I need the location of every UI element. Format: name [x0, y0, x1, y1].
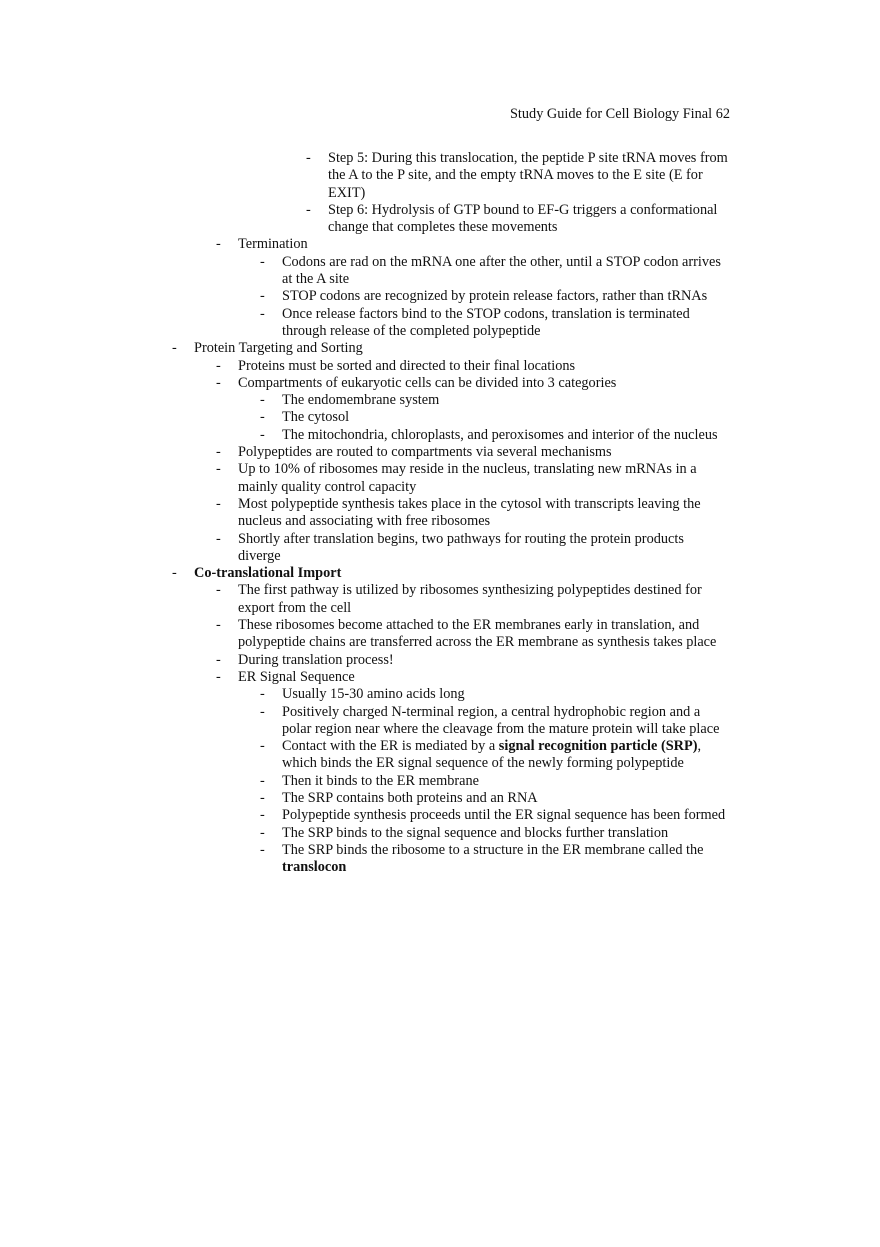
bullet-dash: -: [260, 824, 265, 841]
outline-item: [260, 703, 728, 739]
outline-item: [216, 668, 728, 686]
bullet-dash: -: [260, 305, 265, 322]
outline-item: [260, 824, 728, 842]
outline-item: [260, 807, 728, 824]
item-text: Contact with the ER is mediated by a: [282, 738, 499, 755]
item-text: Proteins must be sorted and directed to their final locations: [238, 357, 576, 374]
item-text: These ribosomes become attached to the ER membranes early in translation, and polypeptide chains are transferred across the ER membrane as synthesis takes place: [238, 617, 717, 651]
bullet-dash: -: [172, 340, 177, 357]
item-text: Codons are rad on the mRNA one after the other, until a STOP codon arrives at the A site: [282, 253, 721, 288]
item-text: Polypeptides are routed to compartments via several mechanisms: [238, 444, 612, 461]
bullet-dash: -: [216, 582, 221, 599]
outline-item: [216, 651, 728, 669]
outline-item: [216, 236, 728, 253]
bullet-dash: -: [260, 686, 265, 703]
bullet-dash: -: [216, 444, 221, 461]
outline-item: [306, 201, 728, 237]
bullet-dash: -: [216, 236, 221, 253]
bullet-dash: -: [216, 617, 221, 634]
bold-term: translocon: [282, 859, 347, 876]
outline-item: [306, 150, 728, 202]
bullet-dash: -: [216, 374, 221, 391]
outline-item: [216, 617, 728, 652]
item-text: The endomembrane system: [282, 392, 440, 409]
bullet-dash: -: [260, 392, 265, 409]
item-text: Protein Targeting and Sorting: [194, 340, 363, 357]
outline-item: [216, 444, 728, 461]
item-text: Then it binds to the ER membrane: [282, 772, 479, 789]
outline-item: [216, 357, 728, 375]
outline-item: [172, 565, 734, 582]
outline-item: [172, 340, 734, 357]
outline-item: [216, 374, 728, 392]
outline-item: [260, 772, 728, 790]
bullet-dash: -: [216, 357, 221, 374]
item-text: Step 6: Hydrolysis of GTP bound to EF-G triggers a conformational change that completes these movements: [328, 201, 718, 236]
bold-term: Co-translational Import: [194, 565, 342, 582]
outline-item: [260, 288, 728, 305]
bullet-dash: -: [260, 807, 265, 824]
item-text: Positively charged N-terminal region, a central hydrophobic region and a polar region near where the cleavage from the mature protein will take place: [282, 703, 720, 737]
item-text: Usually 15-30 amino acids long: [282, 686, 465, 703]
bullet-dash: -: [216, 495, 221, 512]
item-text: The SRP contains both proteins and an RNA: [282, 789, 538, 806]
outline-item: [260, 738, 728, 773]
bullet-dash: -: [216, 530, 221, 547]
outline-item: [216, 582, 728, 617]
item-text: Shortly after translation begins, two pathways for routing the protein products diverge: [238, 530, 684, 564]
bullet-dash: -: [260, 703, 265, 720]
outline-item: [216, 461, 728, 496]
outline-item: [260, 789, 728, 807]
bold-term: signal recognition particle (SRP): [498, 738, 698, 755]
item-text: The cytosol: [282, 409, 350, 426]
outline-item: [216, 530, 728, 566]
item-text: During translation process!: [238, 651, 394, 668]
outline-item: [260, 841, 728, 877]
outline-item: [260, 305, 728, 341]
bullet-dash: -: [260, 841, 265, 858]
item-text: Once release factors bind to the STOP codons, translation is terminated through release of the completed polypeptide: [282, 305, 690, 339]
outline-item: [260, 392, 728, 409]
bullet-dash: -: [260, 409, 265, 426]
outline-item: [260, 426, 728, 444]
item-text: The mitochondria, chloroplasts, and peroxisomes and interior of the nucleus: [282, 426, 718, 443]
item-text: The SRP binds to the signal sequence and blocks further translation: [282, 824, 669, 841]
item-text: ER Signal Sequence: [238, 668, 355, 685]
item-text: Most polypeptide synthesis takes place in the cytosol with transcripts leaving the nucleus and associating with free ribosomes: [238, 495, 701, 530]
item-text: The SRP binds the ribosome to a structure in the ER membrane called the: [282, 841, 704, 858]
item-text: Polypeptide synthesis proceeds until the ER signal sequence has been formed: [282, 807, 726, 824]
outline-item: [216, 495, 728, 531]
bullet-dash: -: [306, 201, 311, 218]
item-text: Step 5: During this translocation, the peptide P site tRNA moves from the A to the P site, and the empty tRNA moves to the E site (E for EXIT): [328, 150, 728, 201]
bullet-dash: -: [260, 426, 265, 443]
outline-item: [260, 409, 728, 426]
bullet-dash: -: [260, 789, 265, 806]
outline-item: [260, 253, 728, 289]
item-text: STOP codons are recognized by protein release factors, rather than tRNAs: [282, 288, 708, 305]
bullet-dash: -: [260, 738, 265, 755]
bullet-dash: -: [260, 772, 265, 789]
bullet-dash: -: [216, 668, 221, 685]
outline-item: [260, 686, 728, 703]
item-text: The first pathway is utilized by ribosomes synthesizing polypeptides destined for export from the cell: [238, 582, 702, 616]
item-text: Termination: [238, 236, 308, 253]
item-text: Up to 10% of ribosomes may reside in the nucleus, translating new mRNAs in a mainly quality control capacity: [238, 461, 697, 495]
bullet-dash: -: [306, 150, 311, 166]
page-header: Study Guide for Cell Biology Final 62: [509, 106, 730, 122]
bullet-dash: -: [260, 253, 265, 270]
bullet-dash: -: [260, 288, 265, 305]
bullet-dash: -: [172, 565, 177, 582]
bullet-dash: -: [216, 651, 221, 668]
item-text: Compartments of eukaryotic cells can be divided into 3 categories: [238, 374, 617, 391]
bullet-dash: -: [216, 461, 221, 478]
outline-list: [0, 150, 880, 876]
item-text: , which binds the ER signal sequence of the newly forming polypeptide: [282, 738, 702, 772]
